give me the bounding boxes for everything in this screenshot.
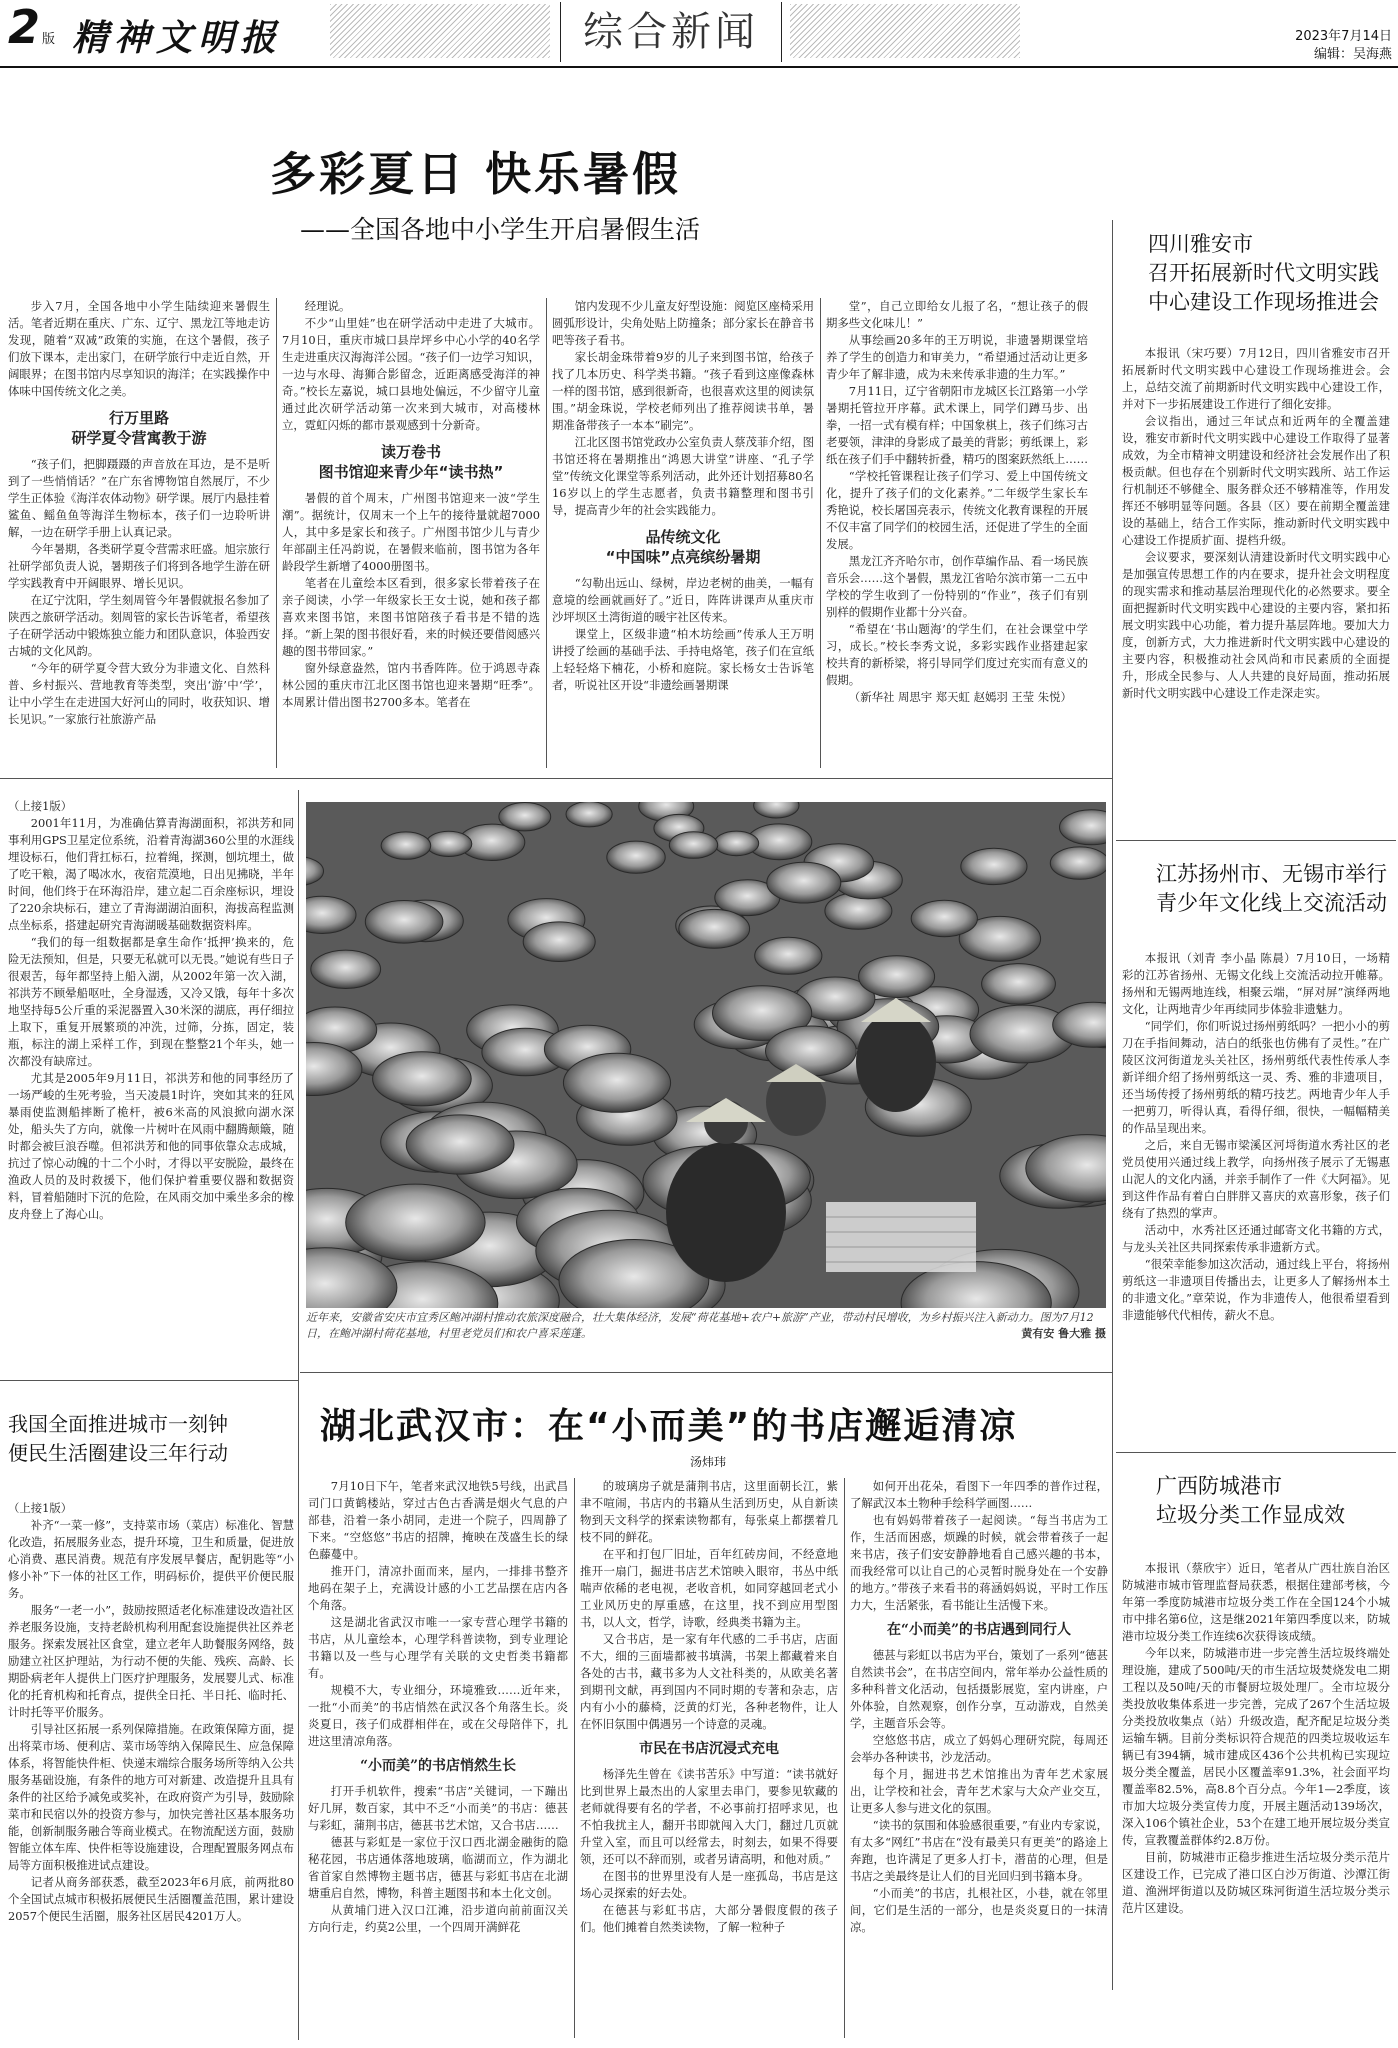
paragraph: 7月11日，辽宁省朝阳市龙城区长江路第一小学暑期托管拉开序幕。武术课上，同学们蹲马步、出拳，一招一式有模有样；中国象棋上，孩子们练习古老要领，津津的身影成了最美的背影；剪纸课上，彩纸在孩子们手中翻转折叠，精巧的图案跃然纸上…… <box>826 384 1088 466</box>
lotus-leaf <box>311 950 381 988</box>
lotus-leaf <box>1050 847 1106 879</box>
paragraph: 江北区图书馆党政办公室负责人蔡茂菲介绍，图书馆还将在暑期推出“鸿恩大讲堂”讲座、“孔子学堂”传统文化课堂等系列活动，此外还计划招募80名16岁以上的学生志愿者，负责书籍整理和图书引导，提高青少年的社会实践能力。 <box>552 435 814 517</box>
bookstore-column-2 <box>580 1478 838 2038</box>
bookstore-column-1 <box>308 1478 568 2038</box>
paragraph: 又合书店，是一家有年代感的二手书店，店面不大，细的三面墙都被书填满，书架上都藏着来自各处的古书，藏书多为人文社科类的，从欧美名著到期刊文献，再到国内不同时期的专著和杂志，店内有小小的藤椅，泛黄的灯光，各种老物件，让人在怀旧氛围中偶遇另一个诗意的灵魂。 <box>580 1632 838 1731</box>
lotus-leaf <box>365 901 443 944</box>
lotus-leaf <box>566 802 612 827</box>
bookstore-column-3 <box>850 1478 1108 2038</box>
paragraph: 7月10日下午，笔者来武汉地铁5号线，出武昌司门口黄鹤楼站，穿过古色古香满是烟火气息的户部巷，沿着一条小胡同，走进一个院子，四周静了下来。“空悠悠”书店的招牌，掩映在茂盛生长的绿色藤蔓中。 <box>308 1479 568 1561</box>
paragraph: 在平和打包厂旧址，百年红砖房间，不经意地推开一扇门，掘进书店艺术馆映入眼帘，书丛中纸喘声依稀的老电视，老收音机，如同穿越回老式小工业风历史的厚重感，在这里，找不到应用型图书，以人文，哲学，诗歌，经典类书籍为主。 <box>580 1547 838 1629</box>
subhead-library: 读万卷书 图书馆迎来青少年“读书热” <box>318 443 504 481</box>
paragraph: 会议要求，要深刻认清建设新时代文明实践中心是加强宣传思想工作的内在要求，提升社会文明程度的现实需求和推动基层治理现代化的必然要求。要全面把握新时代文明实践中心建设的主要内容，紧扣拓展文明实践中心功能，着力提升基层阵地。要加大力度，创新方式，大力推进新时代文明实践中心建设的主要内容，积极推动社会风尚和市民素质的全面提升，形成全民参与、人人共建的良好局面，推动拓展新时代文明实践中心建设工作走深走实。 <box>1122 550 1390 700</box>
paragraph: 暑假的首个周末，广州图书馆迎来一波“学生潮”。据统计，仅周末一个上午的接待量就超7000人，其中多是家长和孩子。广州图书馆少儿与青少年部副主任冯韵说，在暑假来临前，图书馆为各年龄段学生新增了4000册图书。 <box>282 491 540 573</box>
paragraph: 窗外绿意盎然，馆内书香阵阵。位于鸿恩寺森林公园的重庆市江北区图书馆也迎来暑期“旺季”。本周累计借出图书2700多本。笔者在 <box>282 661 540 709</box>
lotus-harvest-photo <box>306 802 1106 1308</box>
lotus-leaf <box>714 831 759 856</box>
paragraph: 打开手机软件，搜索“书店”关键词，一下蹦出好几屏，数百家，其中不乏“小而美”的书店：德甚与彩虹，蒲荆书店，德甚书艺术馆，又合书店…… <box>308 1784 568 1832</box>
continued-story-2 <box>8 1500 294 2040</box>
paragraph: 经理说。 <box>304 299 351 313</box>
header-decoration <box>790 4 1020 58</box>
side1-headline: 四川雅安市 召开拓展新时代文明实践 中心建设工作现场推进会 <box>1148 232 1379 314</box>
paragraph: 规模不大，专业细分，环境雅致……近年来，一批“小而美”的书店悄然在武汉各个角落生长。炎炎夏日，孩子们成群相伴在，或在父母陪伴下，扎进这里清凉角落。 <box>308 1683 568 1748</box>
paragraph: 补齐“一菜一修”，支持菜市场（菜店）标准化、智慧化改造，拓展服务业态，提升环境，卫生和质量，促进放心消费、惠民消费。规范有序发展早餐店，配钥匙等“小修小补”下一体的社区工作，明码标价，提供平价便民服务。 <box>8 1518 294 1600</box>
paragraph: 从黄埔门进入汉口江滩，沿步道向前前面汉关方向行走，约莫2公里，一个四周开满鲜花 <box>308 1903 568 1934</box>
paragraph: 本报讯（宋巧要）7月12日，四川省雅安市召开拓展新时代文明实践中心建设工作现场推进会。会上，总结交流了前期新时代文明实践中心建设工作，并对下一步拓展建设工作进行了细化安排。 <box>1122 346 1390 411</box>
paragraph: 堂”，自己立即给女儿报了名，“想让孩子的假期多些文化味儿！” <box>826 299 1088 330</box>
section-title: 综合新闻 <box>560 2 782 62</box>
paragraph: 推开门，清凉扑面而来，屋内，一排排书整齐地码在架子上，充满设计感的小工艺品摆在店内各个角落。 <box>308 1564 568 1612</box>
paragraph: “勾勒出远山、绿树，岸边老树的曲美，一幅有意境的绘画就画好了。”近日，阵阵讲课声从重庆市沙坪坝区土湾街道的暖宇社区传来。 <box>552 576 814 624</box>
paragraph: “很荣幸能参加这次活动，通过线上平台，将扬州剪纸这一非遗项目传播出去，让更多人了解扬州本土的非遗文化。”章荣说，作为非遗传人，他很希望看到非遗能够代代相传，薪火不息。 <box>1122 1257 1390 1322</box>
side1-body <box>1122 345 1390 805</box>
paragraph: 活动中，水秀社区还通过邮寄文化书籍的方式，与龙头关社区共同探索传承非遗新方式。 <box>1122 1223 1390 1254</box>
lead-headline: 多彩夏日 快乐暑假 <box>270 147 682 201</box>
lead-column-1 <box>8 298 270 768</box>
paragraph: 今年以来，防城港市进一步完善生活垃圾终端处理设施，建成了500吨/天的市生活垃圾焚烧发电二期工程以及50吨/天的市餐厨垃圾处理厂。全市垃圾分类投放收集体系进一步完善，完成了267个生活垃圾分类投放收集点（站）升级改造，配齐配足垃圾分类运输车辆。目前分类标识符合规范的四类垃圾收运车辆已有394辆，城市建成区436个公共机构已实现垃圾分类全覆盖，居民小区覆盖率91.3%，社会面平均覆盖率82.5%，高8.8个百分点。今年1—2季度，该市加大垃圾分类宣传力度，开展主题活动139场次，深入106个镇社企业，53个在建工地开展垃圾分类宣传，宣教覆盖群体约2.8万份。 <box>1122 1646 1390 1847</box>
paragraph: 馆内发现不少儿童友好型设施：阅览区座椅采用圆弧形设计，尖角处贴上防撞条；部分家长在静音书吧等孩子看书。 <box>552 299 814 347</box>
paragraph: “孩子们，把脚蹑蹑的声音放在耳边，是不是听到了一些悄悄话？”在广东省博物馆自然展厅，不少学生正体验《海洋农体动物》研学课。展厅内悬挂着鲨鱼、鳐鱼鱼等海洋生物标本，孩子们一边聆听讲解，一边在研学手册上认真记录。 <box>8 457 270 539</box>
side3-headline: 广西防城港市 垃圾分类工作显成效 <box>1156 1474 1345 1527</box>
continued-story-1 <box>8 798 294 1368</box>
paragraph: “同学们，你们听说过扬州剪纸吗？一把小小的剪刀在手指间舞动，洁白的纸张也仿佛有了灵性。”在广陵区汶河街道龙头关社区，扬州剪纸代表性传承人李新详细介绍了扬州剪纸这一灵、秀、雅的非遗项目，还当场传授了扬州剪纸的精巧技艺。两地青少年人手一把剪刀，听得认真，看得仔细，很快，一幅幅精美的作品呈现出来。 <box>1122 1019 1390 1135</box>
paragraph: “今年的研学夏令营大致分为非遗文化、自然科普、乡村振兴、营地教育等类型，突出‘游’中‘学’，让中小学生在走进国大好河山的同时，收获知识、增长见识。”一家旅行社旅游产品 <box>8 661 270 726</box>
lead-column-3 <box>552 298 814 768</box>
paragraph: 杨泽先生曾在《读书苦乐》中写道：“读书就好比到世界上最杰出的人家里去串门，要参见软藏的老师就得要有名的学者，不必事前打招呼求见，也不怕我扰主人，翻开书即就闯入大门，翻过几页就升堂入室，而且可以经常去，时刻去，如果不得要领，还可以不辞而别，或者另请高明，和他对质。” <box>580 1767 838 1866</box>
paragraph: 今年暑期，各类研学夏令营需求旺盛。旭宗旅行社研学部负责人说，暑期孩子们将到各地学生游在研学实践教育中开阔眼界、增长见识。 <box>8 542 270 590</box>
paragraph: 黑龙江齐齐哈尔市，创作草编作品、看一场民族音乐会……这个暑假，黑龙江省哈尔滨市第一二五中学校的学生收到了一份特别的“作业”，孩子们有别别样的假期作业都十分兴奋。 <box>826 554 1088 619</box>
paragraph: 也有妈妈带着孩子一起阅读。“每当书店为工作，生活而困惑，烦躁的时候，就会带着孩子一起来书店，孩子们安安静静地看自己感兴趣的书本，而我经常可以让自己的心灵暂时脱身处在一个安静的地方。”带孩子来看书的蒋涵妈妈说，平时工作压力大，生活紧张，看书能让生活慢下来。 <box>850 1513 1108 1612</box>
paragraph: 空悠悠书店，成立了妈妈心理研究院，每周还会举办各种读书，沙龙活动。 <box>850 1733 1108 1764</box>
paragraph: （新华社 周思宇 郑天虹 赵嫣羽 王莹 朱悦） <box>848 690 1072 704</box>
lotus-leaf <box>859 956 935 998</box>
paragraph: “读书的氛围和体验感很重要，”有业内专家说，有太多“网红”书店在“没有最美只有更美”的路途上奔跑，也许满足了更多人打卡，潜苗的心理，但是书店之美最终是让人们的目光回归到书籍本身。 <box>850 1818 1108 1883</box>
paragraph: 这是湖北省武汉市唯一一家专营心理学书籍的书店，从儿童绘本，心理学科普读物，到专业理论书籍以及一些与心理学有关联的文史哲类书籍都有。 <box>308 1615 568 1680</box>
continued2-headline: 我国全面推进城市一刻钟 便民生活圈建设三年行动 <box>8 1412 228 1465</box>
lotus-leaf <box>911 900 977 936</box>
paragraph: 在图书的世界里没有人是一座孤岛，书店是这场心灵探索的好去处。 <box>580 1869 838 1900</box>
header-decoration <box>330 4 550 58</box>
lead-column-4 <box>826 298 1088 768</box>
issue-date: 2023年7月14日 编辑：吴海燕 <box>1295 29 1392 62</box>
paragraph: “学校托管课程让孩子们学习、爱上中国传统文化，提升了孩子们的文化素养。”二年级学生家长车秀艳说，校长屠国亮表示，传统文化教育课程的开展不仅丰富了同学们的校园生活，还促进了学生的全面发展。 <box>826 469 1088 551</box>
paragraph: 记者从商务部获悉，截至2023年6月底，前两批80个全国试点城市积极拓展便民生活圈覆盖范围，累计建设2057个便民生活圈，服务社区居民4201万人。 <box>8 1875 294 1923</box>
paragraph: 步入7月，全国各地中小学生陆续迎来暑假生活。笔者近期在重庆、广东、辽宁、黑龙江等地走访发现，随着“双减”政策的实施，在这个暑假，孩子们放下课本，走出家门，在研学旅行中走近自然，开阔眼界；在图书馆内尽享知识的海洋；在实践操作中体味中国传统文化之美。 <box>8 299 270 398</box>
continued-tag: （上接1版） <box>8 799 73 813</box>
lotus-leaf <box>499 803 551 831</box>
side2-headline: 江苏扬州市、无锡市举行 青少年文化线上交流活动 <box>1156 862 1387 915</box>
paragraph: 之后，来自无锡市梁溪区河埒街道水秀社区的老党员使用兴通过线上教学，向扬州孩子展示了无锡惠山泥人的文化内涵，并亲手制作了一件《大阿福》。见到这件作品有着白白胖胖又喜庆的欢喜形象，孩子们绕有了热烈的掌声。 <box>1122 1138 1390 1220</box>
lotus-leaf <box>679 909 750 948</box>
subhead-culture: 品传统文化 “中国味”点亮缤纷暑期 <box>605 528 761 566</box>
paragraph: “希望在‘书山题海’的学生们，在社会课堂中学习，成长。”校长李秀文说，多彩实践作业搭建起家校共育的新桥梁，将引导同学们度过充实而有意义的假期。 <box>826 622 1088 687</box>
paragraph: 尤其是2005年9月11日，祁洪芳和他的同事经历了一场严峻的生死考验，当天凌晨1时许，突如其来的狂风暴雨使监测船摔断了桅杆，被6米高的风浪掀向湖水深处，船头失了方向，就像一片树叶在风雨中翻腾颠簸，随时都会被巨浪吞噬。但祁洪芳和他的同事依靠众志成城，抗过了惊心动魄的十二个小时，才得以平安脱险，最终在渔政人员的及时救援下，他们保护着重要仪器和数据资料，冒着船随时下沉的危险，在风雨交加中乘坐多余的橡皮舟登上了海心山。 <box>8 1071 294 1221</box>
side3-body <box>1122 1560 1390 2040</box>
bookstore-headline: 湖北武汉市：在“小而美”的书店邂逅清凉 <box>320 1406 1018 1447</box>
paragraph: 在德甚与彩虹书店，大部分暑假度假的孩子们。他们摊着自然类读物，了解一粒种子 <box>580 1903 838 1934</box>
paragraph: 每个月，掘进书艺术馆推出为青年艺术家展出，让学校和社会，青年艺术家与大众产业交互，让更多人参与进文化的氛围。 <box>850 1767 1108 1815</box>
bookstore-subhead-1: “小而美”的书店悄然生长 <box>359 1758 517 1774</box>
paragraph: 服务“一老一小”，鼓励按照适老化标准建设改造社区养老服务设施，支持老龄机构利用配套设施提供社区养老服务。探索发展社区食堂，建立老年人助餐服务网络，鼓励建立社区护理站，为行动不便的失能、残疾、高龄、长期卧病老年人提供上门医疗护理服务，发展婴儿式、标准化的托育机构和托育点，提供全日托、半日托、临时托、计时托等平价服务。 <box>8 1603 294 1719</box>
paragraph: 家长胡金珠带着9岁的儿子来到图书馆，给孩子找了几本历史、科学类书籍。“孩子看到这座像森林一样的图书馆，感到很新奇，也很喜欢这里的阅读氛围。”胡金珠说，学校老师列出了推荐阅读书单，暑期准备带孩子一本本“刷完”。 <box>552 350 814 432</box>
paragraph: 课堂上，区级非遗“柏木坊绘画”传承人王万明讲授了绘画的基础手法、手持电烙笔，孩子们在宣纸上轻轻烙下楠花，小桥和庭院。家长杨女士告诉笔者，听说社区开设“非遗绘画暑期课 <box>552 627 814 692</box>
paragraph: “小而美”的书店，扎根社区，小巷，就在邻里间，它们是生活的一部分，也是炎炎夏日的一抹清凉。 <box>850 1886 1108 1934</box>
paragraph: 从事绘画20多年的王万明说，非遗暑期课堂培养了学生的创造力和审美力，“希望通过活动让更多青少年了解非遗，成为未来传承非遗的生力军。” <box>826 333 1088 381</box>
continued-tag: （上接1版） <box>8 1501 73 1515</box>
lotus-leaf <box>406 1115 514 1174</box>
lotus-leaf <box>373 1052 472 1106</box>
lotus-leaf <box>961 848 1027 884</box>
lotus-leaf <box>426 831 472 856</box>
paragraph: 在辽宁沈阳，学生刻周管今年暑假就报名参加了陕西之旅研学活动。刻周管的家长告诉笔者，希望孩子在研学活动中锻炼独立能力和团队意识，体验西安古城的文化风韵。 <box>8 593 270 658</box>
subhead-study-tour: 行万里路 研学夏令营寓教于游 <box>71 409 207 447</box>
lotus-leaf <box>982 964 1056 1005</box>
paragraph: 如何开出花朵，看图下一年四季的普作过程，了解武汉本土物种手绘科学画图…… <box>850 1479 1108 1510</box>
photo-credit: 黄有安 鲁大雅 摄 <box>1021 1327 1106 1340</box>
lotus-leaf <box>669 832 717 859</box>
paragraph: 引导社区拓展一系列保障措施。在政策保障方面，提出将菜市场、便利店、菜市场等纳入保障民生、应急保障体系，将智能快件柜、快递末端综合服务场所等纳入公共服务基础设施，有条件的地方可对新建、改造提升且具有条件的社区给予减免或奖补，在政府资产为引导，鼓励除菜市和民宿以外的投资方参与，加快完善社区基本服务功能，创新制服务融合等商业模式。在物流配送方面，鼓励智能立体车库、快件柜等设施建设，合理配置服务网点布局等方面积极推进试点建设。 <box>8 1722 294 1872</box>
lotus-leaf <box>563 1053 670 1112</box>
lotus-leaf <box>346 1184 485 1261</box>
paragraph: 的玻璃房子就是蒲荆书店，这里面朝长江，紫聿不喧闹，书店内的书籍从生活到历史，从自新读物到天文科学的探索读物都有，每张桌上都摆着几枝不同的鲜花。 <box>580 1479 838 1544</box>
lotus-leaf <box>381 832 431 859</box>
paragraph: 目前，防城港市正稳步推进生活垃圾分类示范片区建设工作，已完成了港口区白沙万街道、沙潭江街道、渔洲坪街道以及防城区珠河街道生活垃圾分类示范片区建设。 <box>1122 1850 1390 1915</box>
paragraph: 不少“山里娃”也在研学活动中走进了大城市。7月10日，重庆市城口县岸坪乡中心小学的40名学生走进重庆汉海海洋公园。“孩子们一边学习知识，一边与水母、海狮合影留念，近距离感受海洋的神奇。”校长左嘉说，城口县地处偏远，不少留守儿童通过此次研学活动第一次来到大城市，对高楼林立，霓虹闪烁的都市景观感到十分新奇。 <box>282 316 540 432</box>
lead-column-2 <box>282 298 540 768</box>
masthead-logo: 精神文明报 <box>72 17 283 59</box>
bookstore-author: 汤炜玮 <box>690 1455 727 1469</box>
paragraph: 德甚与彩虹以书店为平台，策划了一系列“德甚自然读书会”，在书店空间内，常年举办公益性质的多种科普文化活动，包括摄影展览，室内讲座，户外体验，自然观察，创作分享，互动游戏，自然美学，主题音乐会等。 <box>850 1648 1108 1730</box>
page-number: 2 版 <box>8 0 56 54</box>
paragraph: “我们的每一组数据都是拿生命作‘抵押’换来的，危险无法预知，但是，只要无私就可以无畏。”她说有些日子很艰苦，每年都坚持上船入湖，从2002年第一次入湖，祁洪芳不顾晕船呕吐，全身湿透，又冷又饿，每年十多次地坚持每5公斤重的采泥器置入30米深的湖底，再仔细拉上取下，重复开展繁琐的冲洗，过筛，分拣，固定，装瓶，标注的湖上采样工作，到现在整整21个年头，她一次都没有缺席过。 <box>8 935 294 1068</box>
paragraph: 2001年11月，为准确估算青海湖面积，祁洪芳和同事利用GPS卫星定位系统，沿着青海湖360公里的水涯线埋设标石，他们背扛标石，拉着绳，探测，刨坑埋土，做了吃干粮，渴了喝冰水，夜宿荒漠地，日出见拂晓，半年时间，他们终于在环海沿岸，建立起二百余座标识，埋设了220余块标石，建立了青海湖湖泊面积，海拔高程监测点坐标系，搭建起研究青海湖暖基础数据资料库。 <box>8 816 294 932</box>
paragraph: 会议指出，通过三年试点和近两年的全覆盖建设，雅安市新时代文明实践中心建设工作取得了显著成效，为全市精神文明建设和经济社会发展作出了积极贡献。但也存在个别新时代文明实践所、站工作运行机制还不够健全、服务群众还不够精准等，作用发挥还不够明显等问题。各县（区）要在前期全覆盖建设的基础上，结合工作实际，推动新时代文明实践中心建设工作提质扩面、提档升级。 <box>1122 414 1390 547</box>
bookstore-subhead-3: 在“小而美”的书店遇到同行人 <box>886 1622 1072 1638</box>
paragraph: 本报讯（刘青 李小晶 陈晨）7月10日，一场精彩的江苏省扬州、无锡文化线上交流活动拉开帷幕。扬州和无锡两地连线，相聚云端，“屏对屏”演绎两地文化，让两地青少年再续同步体验非遗魅力。 <box>1122 951 1390 1016</box>
bookstore-subhead-2: 市民在书店沉浸式充电 <box>639 1741 779 1757</box>
lotus-leaf <box>607 841 665 873</box>
paragraph: 笔者在儿童绘本区看到，很多家长带着孩子在亲子阅读，小学一年级家长王女士说，她和孩子都喜欢来图书馆，来图书馆陪孩子看书是不错的选择。“新上架的图书很好看，来的时候还要借阅感兴趣的图书带回家。” <box>282 576 540 658</box>
lotus-leaf <box>755 937 822 974</box>
header-rule <box>0 66 1398 68</box>
editor-credit: 编辑：吴海燕 <box>1313 47 1392 62</box>
lotus-leaf <box>523 922 595 962</box>
paragraph: 本报讯（蔡欣宇）近日，笔者从广西壮族自治区防城港市城市管理监督局获悉，根据住建部考核，今年第一季度防城港市垃圾分类工作在全国124个小城市中排名第6位，这是继2021年第四季度以来，防城港市垃圾分类工作连续6次获得该成绩。 <box>1122 1561 1390 1643</box>
lotus-leaf <box>767 862 841 903</box>
paragraph: 德甚与彩虹是一家位于汉口西北湖金融街的隐秘花园，书店通体落地玻璃，临湖而立，作为湖北省首家自然博物主题书店，德甚与彩虹书店在北湖塘重启自然，博物，科普主题图书和本土化文创。 <box>308 1835 568 1900</box>
side2-body <box>1122 950 1390 1410</box>
photo-caption: 近年来，安徽省安庆市宜秀区鲍冲湖村推动农旅深度融合，壮大集体经济，发展“荷花基地+农户+旅游”产业，带动村民增收，为乡村振兴注入新动力。图为7月12日，在鲍冲湖村荷花基地，村里老党员们和农户喜采莲蓬。 黄有安 鲁大雅 摄 <box>306 1311 1106 1340</box>
lead-subtitle: ——全国各地中小学生开启暑假生活 <box>300 215 701 244</box>
lotus-leaf <box>766 1026 857 1076</box>
